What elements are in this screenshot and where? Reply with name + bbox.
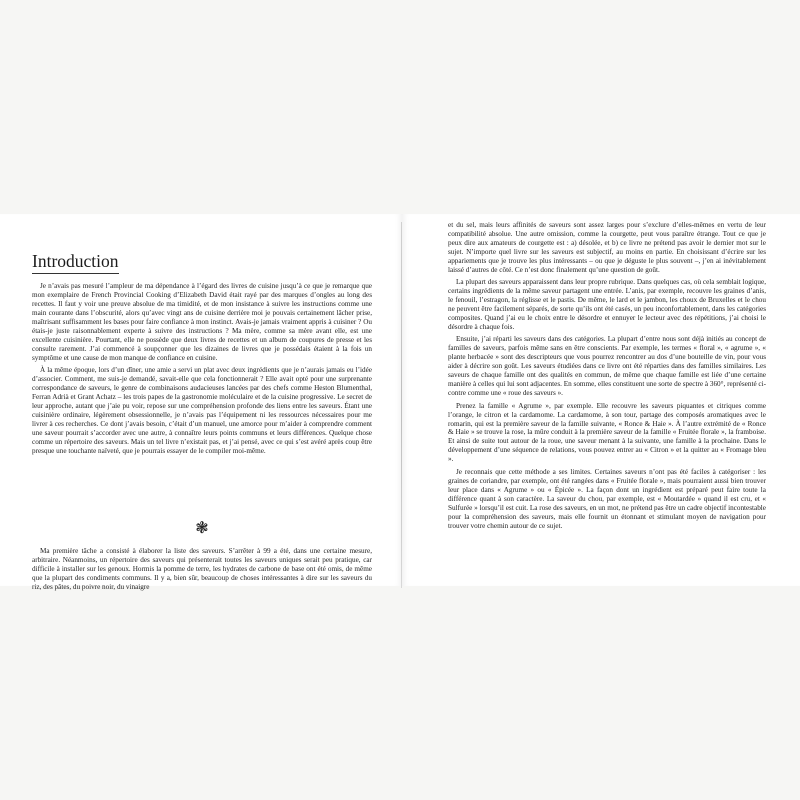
right-paragraph-5: Je reconnais que cette méthode a ses limites. Certaines saveurs n’ont pas été faciles à catégoriser : les graines de coriandre, par exemple, ont été rangées dans « Fruitée florale », mais pourraient aussi bien trouver leur place dans « Agrume » ou « Épicée ». La façon dont un ingrédient est préparé peut faire toute la différence quant à son caractère. La saveur du chou, par exemple, est « Moutardée » quand il est cru, et « Sulfurée » lorsqu’il est cuit. La rose des saveurs, en un mot, ne prétend pas être un cadre objectif incontestable pour la compréhension des saveurs, mais elle fournit un étonnant et stimulant moyen de navigation pour trouver votre chemin autour de ce sujet. <box>448 467 766 530</box>
right-paragraph-4: Prenez la famille « Agrume », par exemple. Elle recouvre les saveurs piquantes et citriques comme l’orange, le citron et la cardamome. La cardamome, à son tour, partage des composés aromatiques avec le romarin, qui est la première saveur de la famille suivante, « Ronce & Haie ». À l’autre extrémité de « Ronce & Haie » se trouve la rose, la mûre conduit à la première saveur de la famille « Fruitée florale », la framboise. Et ainsi de suite tout autour de la roue, une saveur menant à la suivante, une famille à la prochaine. Dans le développement d’une séquence de relations, vous pouvez entrer au « Citron » et la quitter au « Fromage bleu ». <box>448 401 766 464</box>
left-body-text <box>32 282 372 456</box>
left-paragraph-3: Ma première tâche a consisté à élaborer la liste des saveurs. S’arrêter à 99 a été, dans une certaine mesure, arbitraire. Néanmoins, un répertoire des saveurs qui présenterait toutes les saveurs uniques serait peu pratique, car difficile à installer sur les genoux. Hormis la pomme de terre, les hydrates de carbone de base ont été omis, de même que la plupart des condiments communs. Il y a, bien sûr, beaucoup de choses intéressantes à dire sur les saveurs du riz, des pâtes, du poivre noir, du vinaigre <box>32 547 372 591</box>
right-paragraph-1: et du sel, mais leurs affinités de saveurs sont assez larges pour s’exclure d’elles-mêmes en vertu de leur compatibilité absolue. Une autre omission, comme la courgette, peut vous paraître étrange. Tout ce que je peux dire aux amateurs de courgette est : a) désolée, et b) ce livre ne prétend pas avoir le dernier mot sur le sujet. N’importe quel livre sur les saveurs est subjectif, au moins en partie. En choisissant d’écrire sur les appariements que je trouve les plus intéressants – ou que je déguste le plus souvent –, j’en ai inévitablement laissé d’autres de côté. Ce n’est donc finalement qu’une question de goût. <box>448 221 766 274</box>
chapter-title: Introduction <box>32 250 119 274</box>
right-body-text <box>448 221 766 530</box>
right-paragraph-3: Ensuite, j’ai réparti les saveurs dans des catégories. La plupart d’entre nous sont déjà initiés au concept de familles de saveurs, parfois même sans en être conscients. Par exemple, les termes « floral », « agrume », « plante herbacée » sont des descripteurs que vous pourrez rencontrer au dos d’une bouteille de vin, pour vous aider à décrire son goût. Les saveurs étudiées dans ce livre ont été réparties dans des familles similaires. Les saveurs de chaque famille ont des qualités en commun, de même que chaque famille est liée d’une certaine manière à celles qui lui sont adjacentes. En somme, elles constituent une sorte de spectre à 360°, représenté ci-contre comme une « roue des saveurs ». <box>448 335 767 398</box>
right-paragraph-2: La plupart des saveurs apparaissent dans leur propre rubrique. Dans quelques cas, où cela semblait logique, certains ingrédients de la même saveur partagent une entrée. L’anis, par exemple, recouvre les graines d’anis, le fenouil, l’estragon, la réglisse et le pastis. De même, le lard et le jambon, les choux de Bruxelles et le chou ne peuvent être facilement séparés, de sorte qu’ils ont été casés, un peu inconfortablement, dans les catégories composites. Quand j’ai eu le choix entre le désordre et ennuyer le lecteur avec des répétitions, j’ai choisi le désordre à chaque fois. <box>448 278 766 331</box>
left-paragraph-2: À la même époque, lors d’un dîner, une amie a servi un plat avec deux ingrédients que je n’aurais jamais eu l’idée d’associer. Comment, me suis-je demandé, savait-elle que cela fonctionnerait ? Elle avait opté pour une surprenante correspondance de saveurs, le genre de combinaisons audacieuses lancées par des chefs comme Heston Blumenthal, Ferran Adrià et Grant Achatz – les trois papes de la gastronomie moléculaire et de la cuisine progressive. Le secret de leur approche, autant que j’aie pu voir, repose sur une compréhension profonde des liens entre les saveurs. Étant une cuisinière ordinaire, légèrement obsessionnelle, je n’avais pas l’équipement ni les ressources nécessaires pour me livrer à ces recherches. Ce dont j’avais besoin, c’était d’un manuel, une amorce pour m’aider à comprendre comment une saveur pourrait s’accorder avec une autre, à connaître leurs points communs et leurs différences. Quelque chose comme un répertoire des saveurs. Mais un tel livre n’existait pas, et j’ai pensé, avec ce qui s’est avéré après coup être presque une touchante naïveté, que je pourrais essayer de le compiler moi-même. <box>32 366 372 455</box>
left-paragraph-1: Je n’avais pas mesuré l’ampleur de ma dépendance à l’égard des livres de cuisine jusqu’à ce que je remarque que mon exemplaire de French Provincial Cooking d’Elizabeth David était rayé par des marques d’ongles au long des recettes. Il faut y voir une preuve absolue de ma timidité, et de mon insistance à suivre les instructions comme une main courante dans l’obscurité, alors qu’avec vingt ans de cuisine derrière moi je pouvais certainement lâcher prise, maîtrisant suffisamment les bases pour faire confiance à mon instinct. Avais-je jamais vraiment appris à cuisiner ? Ou étais-je juste raisonnablement experte à suivre des instructions ? Ma mère, comme sa mère avant elle, est une excellente cuisinière. Pourtant, elle ne possède que deux livres de recettes et un album de coupures de presse et les consulte rarement. J’ai commencé à soupçonner que les dizaines de livres que je possédais étaient à la fois un symptôme et une cause de mon manque de confiance en cuisine. <box>32 282 372 362</box>
left-continuation-text <box>32 547 372 592</box>
section-ornament-icon: ❃ <box>195 520 209 537</box>
book-gutter <box>401 222 402 588</box>
